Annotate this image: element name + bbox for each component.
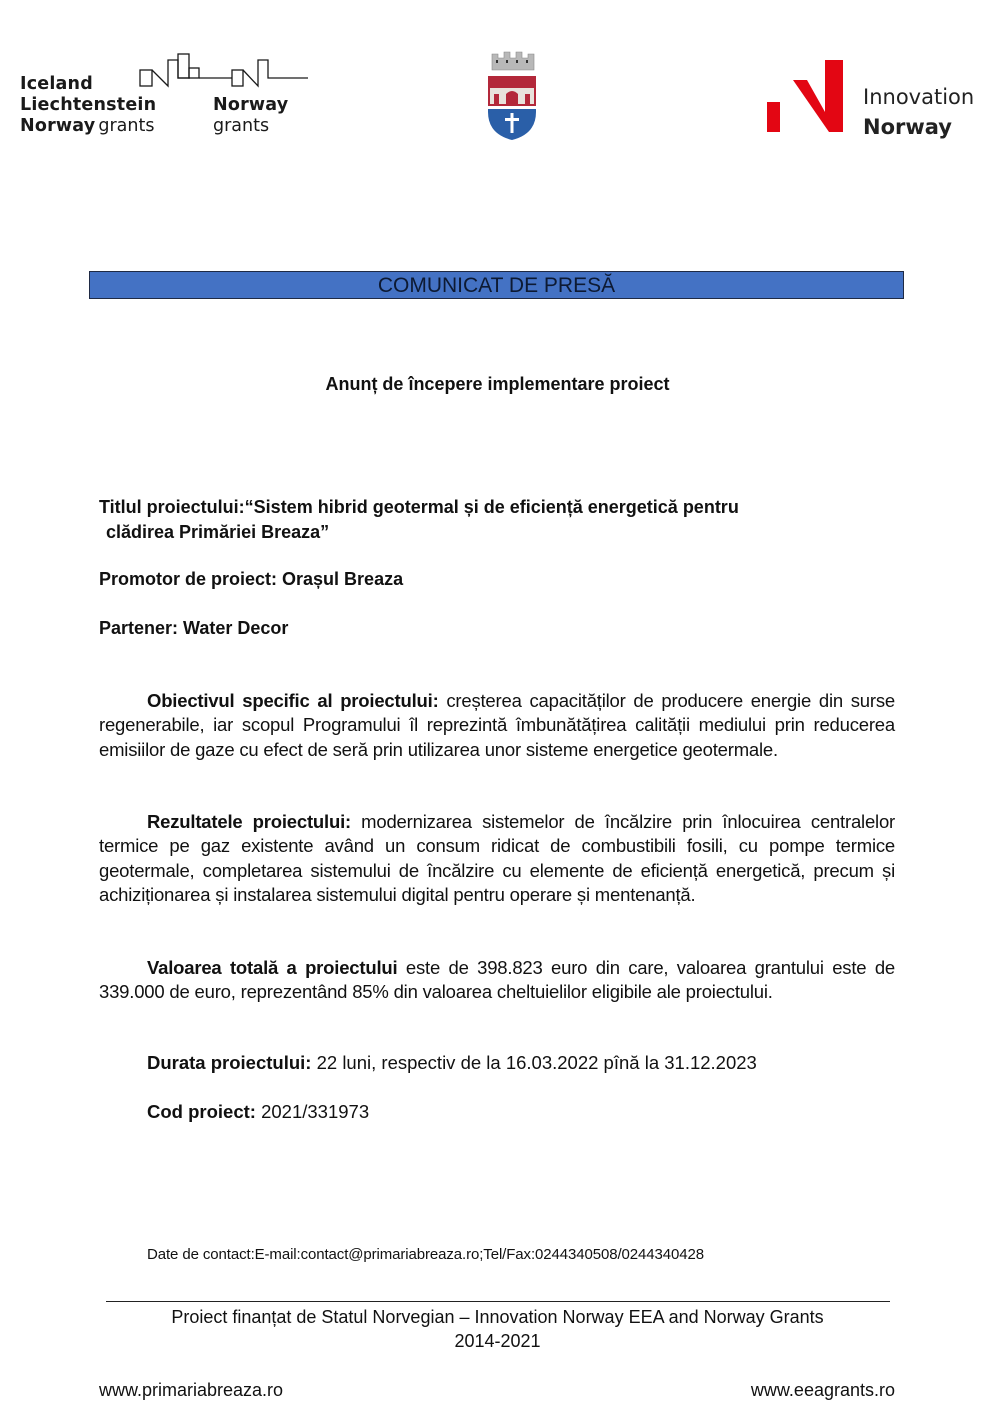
project-code-line (147, 1101, 369, 1123)
contact-details: Date de contact:E-mail:contact@primariabreaza.ro;Tel/Fax:0244340508/0244340428 (147, 1246, 704, 1263)
norway-grants-logo-text (213, 95, 288, 137)
duration-line (147, 1052, 757, 1074)
partner-label: Partener: (99, 618, 179, 638)
promotor-label: Promotor de proiect: (99, 569, 278, 589)
website-link-primaria[interactable]: www.primariabreaza.ro (99, 1380, 284, 1400)
objective-paragraph (99, 689, 895, 762)
innovation-norway-n-icon (765, 58, 855, 138)
eea-logo-text (20, 74, 156, 137)
innovation-norway-logo (765, 58, 985, 138)
project-promotor (99, 567, 403, 592)
eea-norway-grants-logo (20, 52, 310, 142)
project-title-label: Titlul proiectului: (99, 497, 245, 517)
project-code-value: 2021/331973 (255, 1101, 370, 1122)
logo-word-norway-right: Norway (213, 95, 289, 115)
footer-divider (106, 1301, 890, 1302)
innovation-norway-text (863, 82, 974, 142)
logo-word-grants: grants (98, 116, 155, 136)
value-label: Valoarea totală a proiectului (147, 957, 398, 978)
results-text: modernizarea sistemelor de încălzire prin înlocuirea centralelor termice pe gaz existente având un consum ridicat de combustibili fosili, cu pompe termice geotermale, completarea sistemului de încălzire cu elemente de eficiență energetică, precum și achiziționarea și instalarea sistemului digital pentru operare și mentenanță. (99, 811, 896, 905)
logo-word-iceland: Iceland (20, 74, 93, 94)
promotor-value: Orașul Breaza (282, 569, 404, 589)
website-link-eeagrants[interactable]: www.eeagrants.ro (750, 1380, 895, 1400)
duration-text: 22 luni, respectiv de la 16.03.2022 pînă la 31.12.2023 (311, 1052, 757, 1073)
funding-statement-line1: Proiect finanțat de Statul Norvegian – Innovation Norway EEA and Norway Grants (171, 1307, 824, 1327)
coat-of-arms-icon (484, 50, 540, 142)
partner-value: Water Decor (183, 618, 289, 638)
project-partner (99, 616, 288, 641)
logo-word-norway-inno: Norway (863, 115, 952, 139)
results-label: Rezultatele proiectului: (147, 811, 351, 832)
funding-statement-period: 2014-2021 (454, 1331, 541, 1351)
announcement-subtitle: Anunț de începere implementare proiect (325, 374, 670, 394)
objective-label: Obiectivul specific al proiectului: (147, 690, 439, 711)
value-text: este de 398.823 euro din care, valoarea grantului este de 339.000 de euro, reprezentând 85% din valoarea cheltuielilor eligibile ale proiectului. (99, 957, 895, 1003)
project-title-value-line2: clădirea Primăriei Breaza” (106, 521, 330, 542)
logo-word-grants-right: grants (213, 116, 270, 136)
project-title-value-line1: “Sistem hibrid geotermal și de eficiență energetică pentru (244, 497, 739, 517)
duration-label: Durata proiectului: (147, 1052, 312, 1073)
press-release-banner: COMUNICAT DE PRESĂ (89, 271, 904, 299)
logo-word-liechtenstein: Liechtenstein (20, 95, 157, 115)
results-paragraph (99, 810, 895, 907)
logo-word-innovation: Innovation (863, 85, 975, 109)
project-title (99, 495, 899, 544)
funding-statement (90, 1305, 905, 1353)
value-paragraph (99, 956, 895, 1005)
objective-text: creșterea capacităților de producere energie din surse regenerabile, iar scopul Programului îl reprezintă îmbunătățirea calității mediului prin reducerea emisiilor de gaze cu efect de seră prin utilizarea unor sisteme energetice geotermale. (99, 690, 895, 760)
project-code-label: Cod proiect: (147, 1101, 256, 1122)
logo-word-norway: Norway (20, 116, 96, 136)
